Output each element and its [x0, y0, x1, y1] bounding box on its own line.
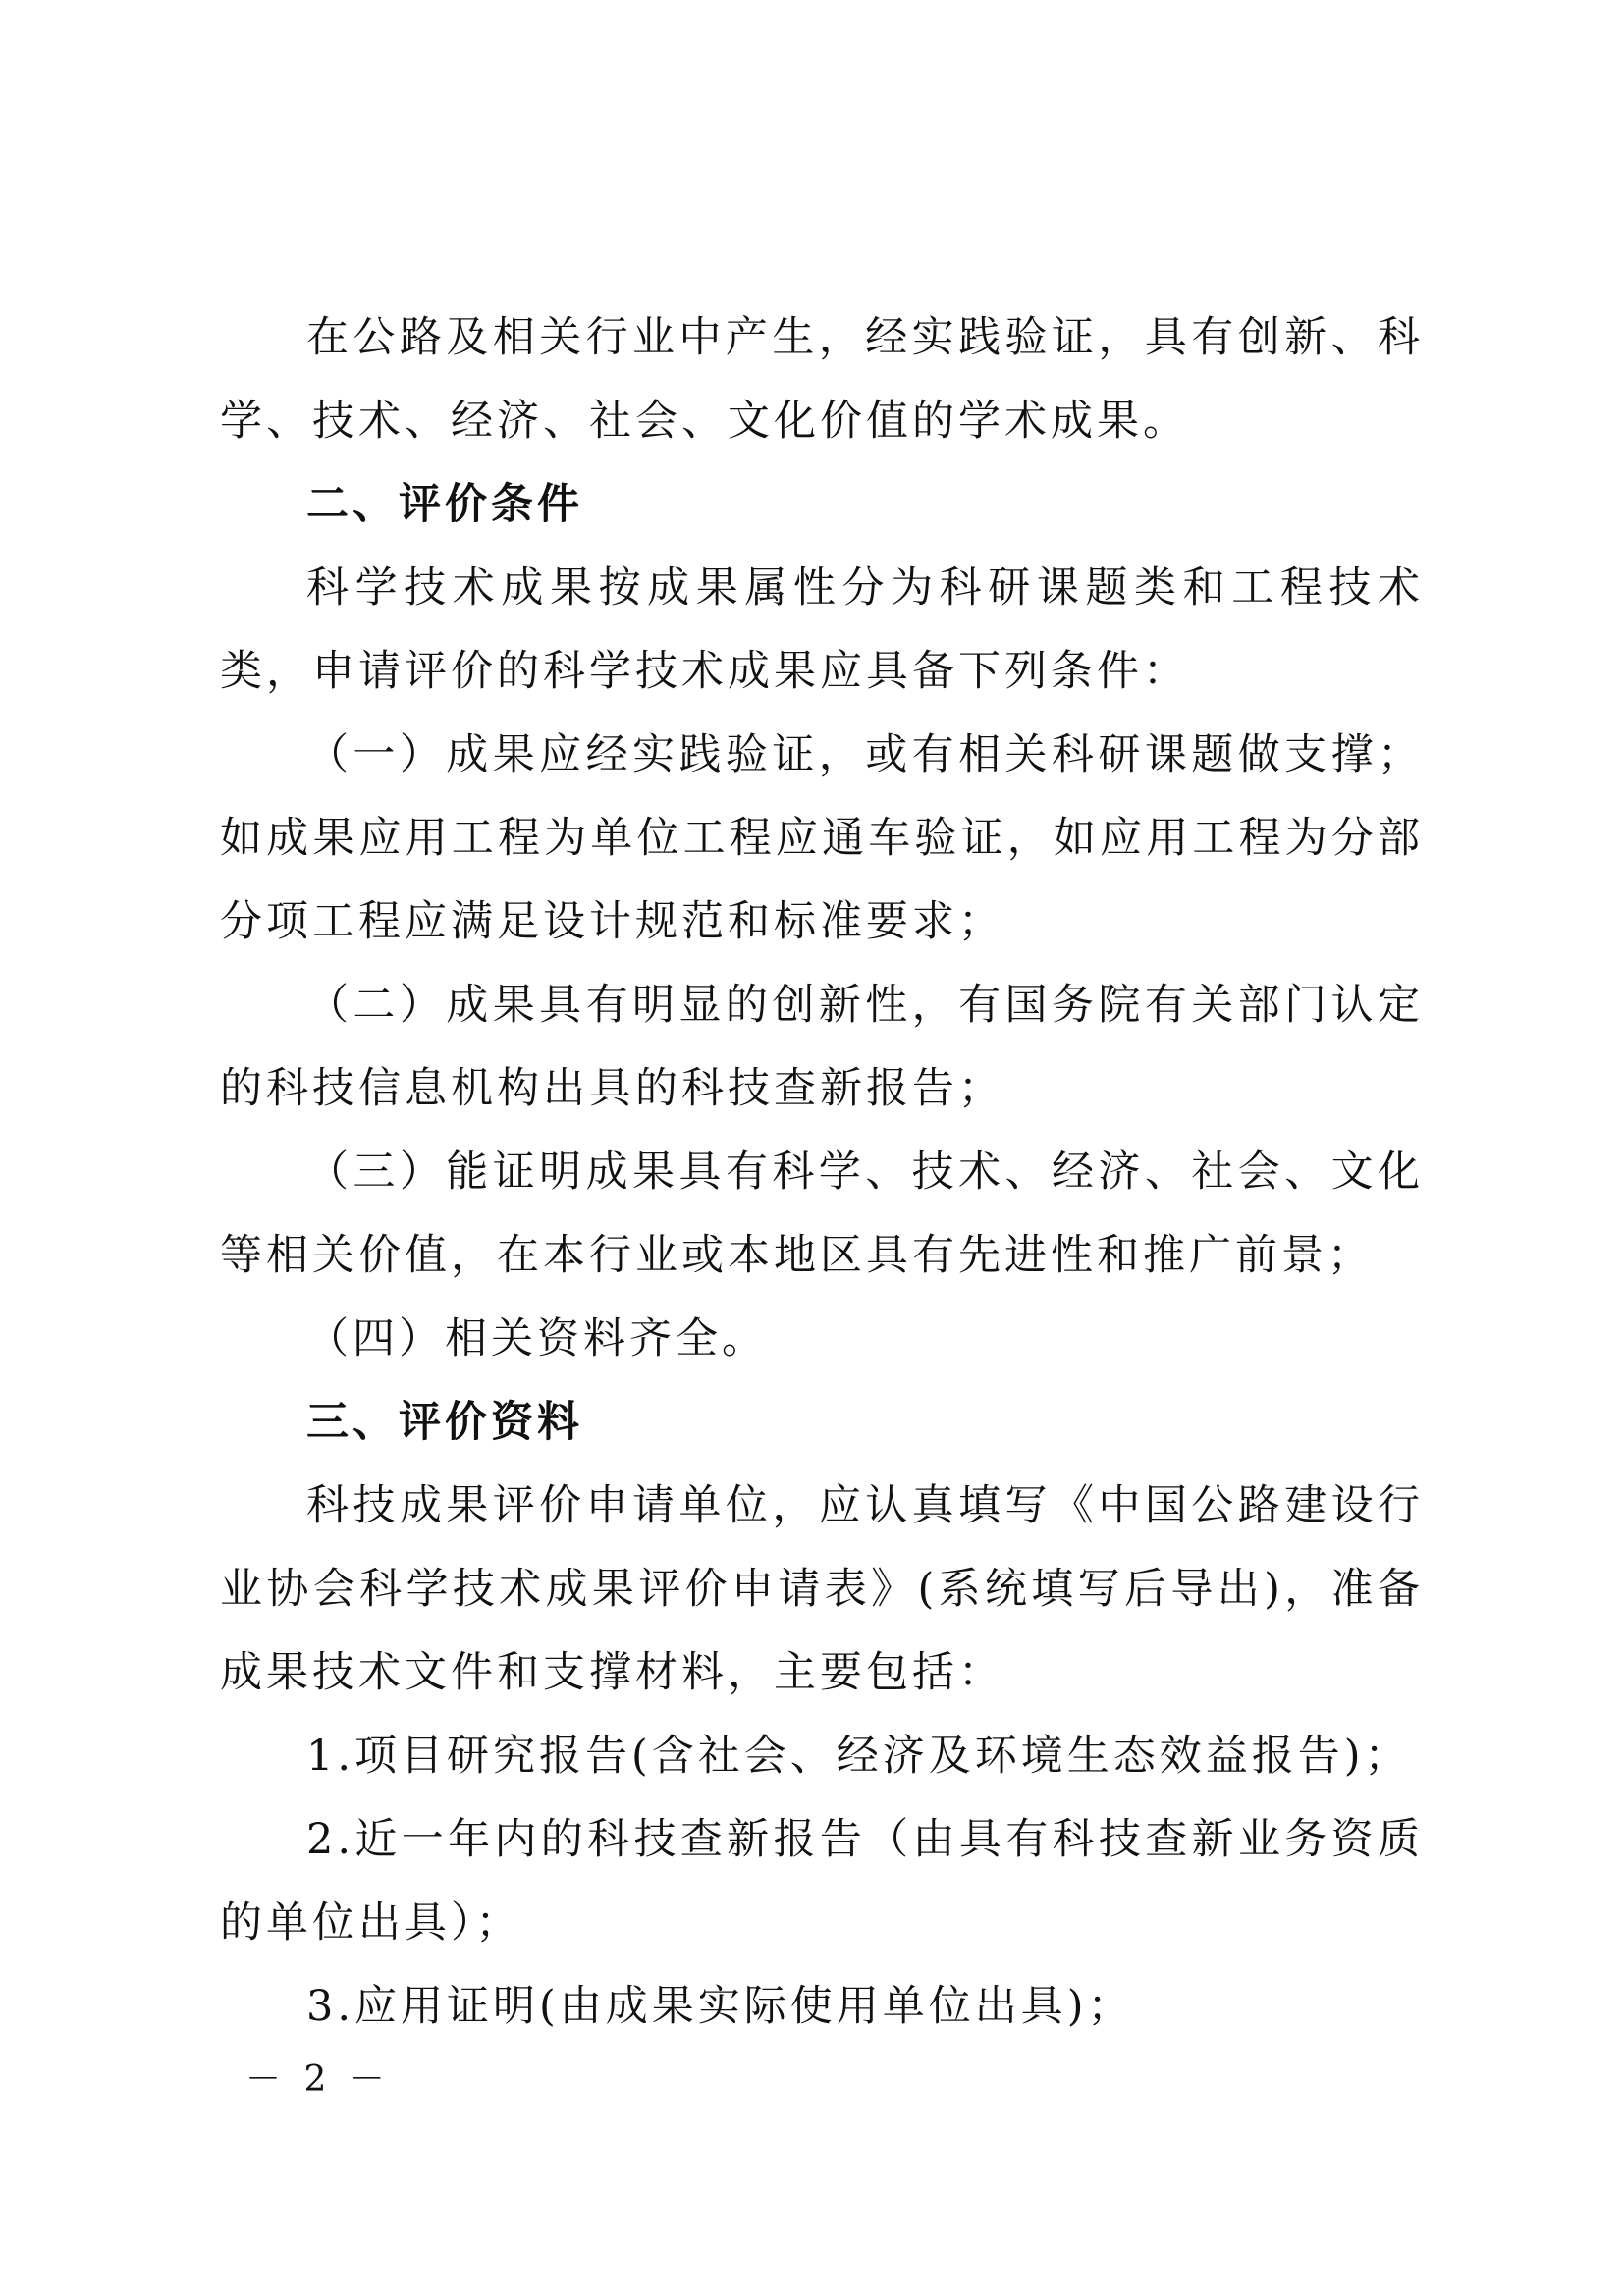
paragraph-condition-2: （二）成果具有明显的创新性，有国务院有关部门认定的科技信息机构出具的科技查新报告；	[220, 981, 1424, 1113]
paragraph-definition: 在公路及相关行业中产生，经实践验证，具有创新、科学、技术、经济、社会、文化价值的学术成果。	[220, 313, 1424, 446]
paragraph-material-2: 2.近一年内的科技查新报告（由具有科技查新业务资质的单位出具）；	[220, 1815, 1424, 1948]
paragraph-condition-3: （三）能证明成果具有科学、技术、经济、社会、文化等相关价值，在本行业或本地区具有先进性和推广前景；	[220, 1148, 1424, 1280]
paragraph-condition-4: （四）相关资料齐全。	[306, 1314, 768, 1363]
heading-evaluation-materials: 三、评价资料	[306, 1398, 583, 1447]
page-number: － 2 －	[245, 2059, 391, 2100]
paragraph-condition-1: （一）成果应经实践验证，或有相关科研课题做支撑；如成果应用工程为单位工程应通车验证，如应用工程为分部分项工程应满足设计规范和标准要求；	[220, 730, 1424, 946]
paragraph-material-1: 1.项目研究报告(含社会、经济及环境生态效益报告)；	[306, 1732, 1411, 1781]
heading-evaluation-conditions: 二、评价条件	[306, 480, 583, 529]
document-body	[220, 296, 1424, 2049]
paragraph-conditions-intro: 科学技术成果按成果属性分为科研课题类和工程技术类，申请评价的科学技术成果应具备下列条件：	[220, 563, 1424, 696]
paragraph-materials-intro: 科技成果评价申请单位，应认真填写《中国公路建设行业协会科学技术成果评价申请表》(系统填写后导出)，准备成果技术文件和支撑材料，主要包括：	[220, 1481, 1424, 1697]
paragraph-material-3: 3.应用证明(由成果实际使用单位出具)；	[306, 1982, 1134, 2031]
